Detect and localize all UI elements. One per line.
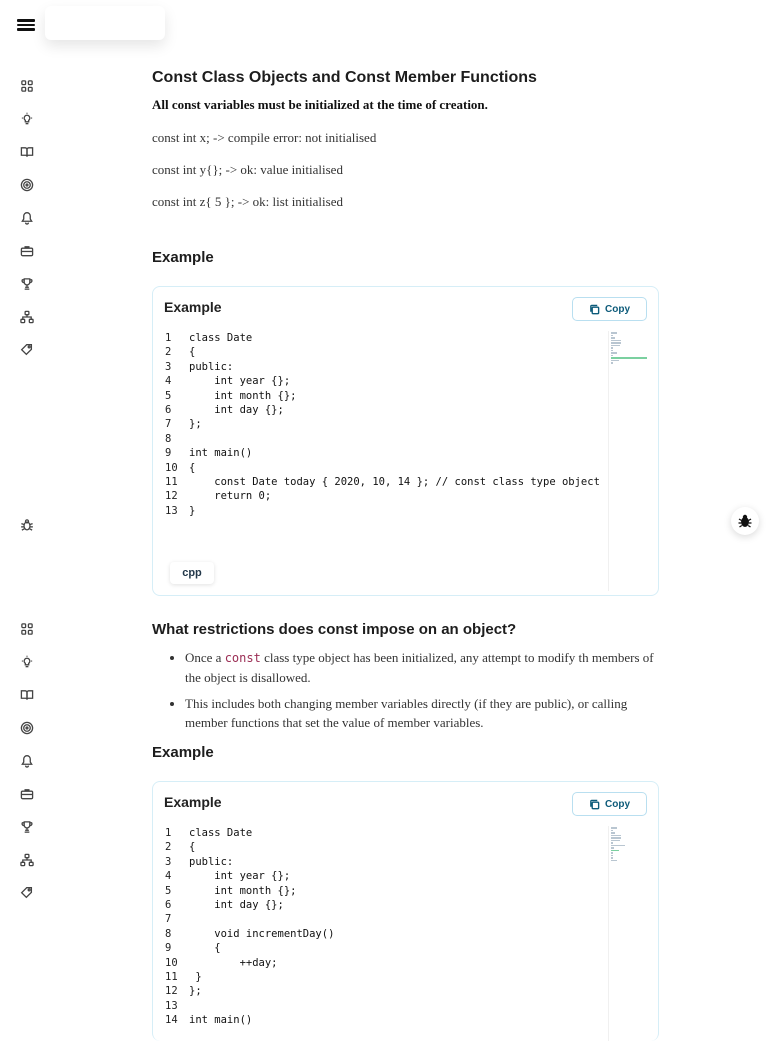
bug-icon [20,518,34,532]
code-line [165,840,334,854]
code-line [165,432,600,446]
sidebar-bulb-button[interactable] [17,652,37,672]
sidebar-target-button[interactable] [17,175,37,195]
line-number: 5 [165,884,172,897]
tag-icon [20,343,34,357]
line-number: 12 [165,985,178,998]
minimap-line [611,357,647,359]
code-text: void incrementDay() [189,927,335,940]
org-chart-icon [20,853,34,867]
article-title: Const Class Objects and Const Member Functions [152,69,537,86]
language-tab[interactable]: cpp [170,562,214,584]
book-icon [20,145,34,159]
book-icon [20,688,34,702]
bulb-icon [20,655,34,669]
target-icon [20,721,34,735]
code-text: int month {}; [189,389,297,402]
sidebar-book-button[interactable] [17,142,37,162]
line-number: 1 [165,332,172,344]
code-text: ++day; [189,956,278,969]
copy-label: Copy [605,303,630,315]
grid-icon [20,622,34,636]
list-item: • This includes both changing member variables directly (if they are public), or calling member functions that set the value of member variables. [185,694,657,732]
minimap-line [611,345,620,347]
code-text: { [189,942,221,955]
restrictions-title: What restrictions does const impose on an object? [152,621,517,638]
minimap-line [611,842,613,844]
sidebar-org-chart-button[interactable] [17,307,37,327]
code-block-2 [152,781,659,1041]
line-number: 9 [165,942,172,955]
line-number: 5 [165,389,172,402]
minimap-line [611,347,613,349]
code-line [165,912,334,926]
code-line [165,999,334,1013]
tag-icon [20,886,34,900]
sidebar-briefcase-button[interactable] [17,241,37,261]
sidebar-trophy-button[interactable] [17,817,37,837]
code-block-header: Example [164,299,222,315]
code-text: { [189,841,196,854]
sidebar-book-button[interactable] [17,685,37,705]
target-icon [20,178,34,192]
line-number: 4 [165,870,172,883]
code-text: class Date [189,332,253,344]
minimap-line [611,362,613,364]
code-text: int year {}; [189,870,291,883]
sidebar-org-chart-button[interactable] [17,850,37,870]
minimap-line [611,852,613,854]
minimap-line [611,827,617,829]
bell-icon [20,754,34,768]
code-text: } [189,504,196,517]
line-number: 7 [165,418,172,431]
code-line [165,374,600,388]
sidebar-briefcase-button[interactable] [17,784,37,804]
line-number: 12 [165,490,178,503]
code-line [165,855,334,869]
sidebar-bulb-button[interactable] [17,109,37,129]
example-heading-1: Example [152,249,214,266]
code-line [165,941,334,955]
minimap-line [611,860,617,862]
line-number: 3 [165,855,172,868]
line-number: 11 [165,971,178,984]
code-line [165,1013,334,1027]
minimap-line [611,830,613,832]
line-number: 10 [165,956,178,969]
sidebar-trophy-button[interactable] [17,274,37,294]
copy-icon [589,799,600,810]
code-text: int main() [189,1014,253,1027]
sidebar-tag-button[interactable] [17,340,37,360]
line-number: 10 [165,461,178,474]
minimap-line [611,350,613,352]
code-text: { [189,461,196,474]
minimap-line [611,335,613,337]
minimap-line [611,850,619,852]
briefcase-icon [20,244,34,258]
code-text: } [189,971,202,984]
line-number: 7 [165,913,172,926]
code-text: int month {}; [189,884,297,897]
report-bug-button[interactable] [731,507,759,535]
minimap-line [611,855,613,857]
code-text: }; [189,985,202,998]
code-text: public: [189,360,234,373]
code-editor[interactable] [165,826,334,1028]
code-line [165,389,600,403]
code-line [165,869,334,883]
grid-icon [20,79,34,93]
trophy-icon [20,277,34,291]
code-line [165,956,334,970]
minimap-line [611,837,621,839]
sidebar-grid-button[interactable] [17,76,37,96]
line-number: 3 [165,360,172,373]
intro-text: All const variables must be initialized at the time of creation. [152,97,488,112]
code-line [165,345,600,359]
line-number: 8 [165,927,172,940]
code-text: { [189,346,196,359]
copy-button[interactable] [572,792,647,816]
code-line [165,461,600,475]
line-number: 14 [165,1014,178,1027]
sidebar-tag-button[interactable] [17,883,37,903]
line-number: 8 [165,432,172,445]
bell-icon [20,211,34,225]
sidebar-grid-button[interactable] [17,619,37,639]
code-text: public: [189,855,234,868]
line-number: 1 [165,827,172,839]
code-minimap[interactable] [608,331,648,591]
sidebar-bell-button[interactable] [17,751,37,771]
paragraph-line-2: const int y{}; -> ok: value initialised [152,162,343,177]
minimap-line [611,845,625,847]
code-text: int day {}; [189,404,284,417]
org-chart-icon [20,310,34,324]
line-number: 13 [165,999,178,1012]
paragraph-line-1: const int x; -> compile error: not initialised [152,130,377,145]
minimap-line [611,847,614,849]
minimap-line [611,857,613,859]
minimap-line [611,832,615,834]
line-number: 2 [165,346,172,359]
code-line [165,826,334,840]
line-number: 9 [165,447,172,460]
code-line [165,475,600,489]
line-number: 2 [165,841,172,854]
bug-icon [737,513,753,529]
code-line [165,446,600,460]
minimap-line [611,360,619,362]
minimap-line [611,355,613,357]
code-line [165,970,334,984]
code-line [165,984,334,998]
code-text: }; [189,418,202,431]
code-line [165,403,600,417]
code-line [165,898,334,912]
inline-code: const [224,651,261,665]
code-line [165,927,334,941]
sidebar-bell-button[interactable] [17,208,37,228]
list-item: • Once a const class type object has been initialized, any attempt to modify th members of the object is disallowed. [185,648,657,687]
line-number: 6 [165,404,172,417]
minimap-line [611,840,620,842]
menu-toggle-button[interactable] [17,17,35,33]
minimap-line [611,342,621,344]
line-number: 11 [165,476,178,489]
code-line [165,417,600,431]
copy-button[interactable] [572,297,647,321]
code-text: return 0; [189,490,272,503]
copy-label: Copy [605,798,630,810]
bulb-icon [20,112,34,126]
code-block-header: Example [164,794,222,810]
code-line [165,504,600,518]
trophy-icon [20,820,34,834]
code-line [165,360,600,374]
code-text: int year {}; [189,375,291,388]
top-search-pill[interactable] [45,6,165,40]
sidebar-target-button[interactable] [17,718,37,738]
copy-icon [589,304,600,315]
minimap-line [611,835,621,837]
code-text: int day {}; [189,899,284,912]
code-block-1 [152,286,659,596]
line-number: 4 [165,375,172,388]
restrictions-list [152,648,657,739]
code-text: class Date [189,827,253,839]
minimap-line [611,352,617,354]
minimap-line [611,332,617,334]
code-editor[interactable] [165,331,600,518]
paragraph-line-3: const int z{ 5 }; -> ok: list initialised [152,194,343,209]
code-minimap[interactable] [608,826,648,1041]
sidebar-bug-button[interactable] [17,515,37,535]
briefcase-icon [20,787,34,801]
code-line [165,489,600,503]
code-text: const Date today { 2020, 10, 14 }; // const class type object [189,476,600,489]
code-line [165,884,334,898]
line-number: 13 [165,504,178,517]
code-line [165,331,600,345]
code-text: int main() [189,447,253,460]
line-number: 6 [165,899,172,912]
example-heading-2: Example [152,744,214,761]
minimap-line [611,337,615,339]
minimap-line [611,340,621,342]
